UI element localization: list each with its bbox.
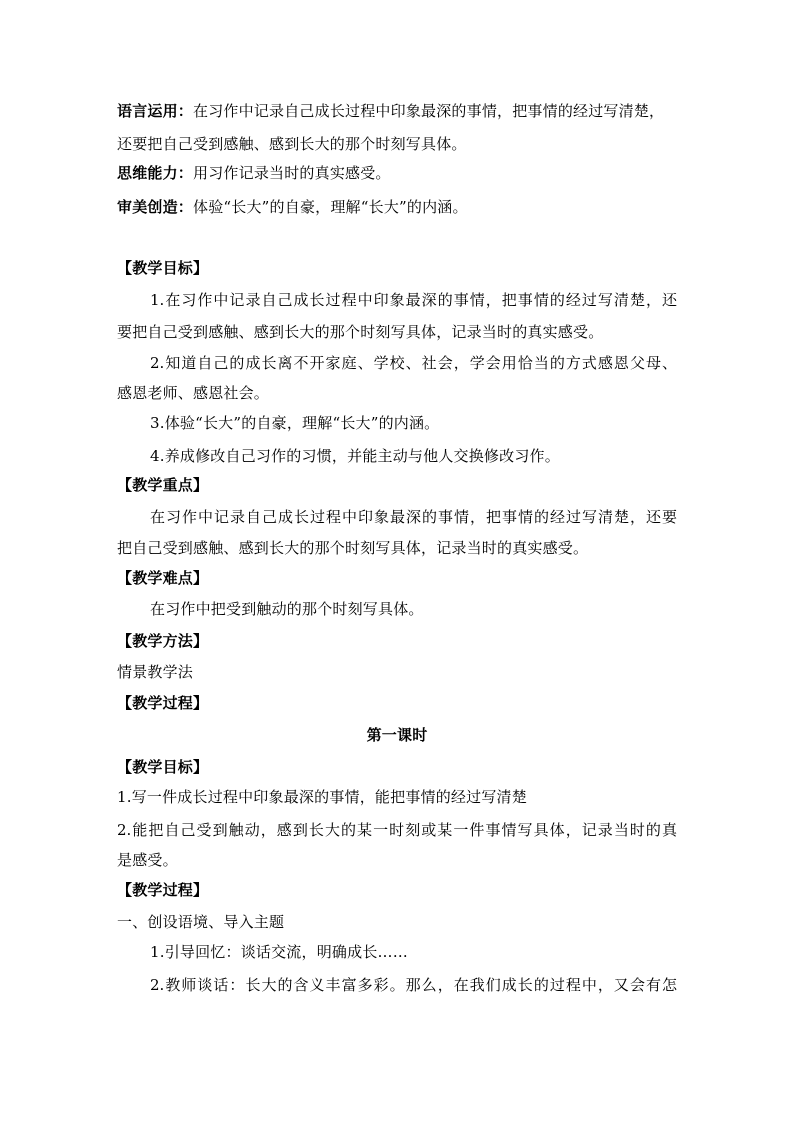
step-2: 2.教师谈话：长大的含义丰富多彩。那么，在我们成长的过程中，又会有怎	[150, 976, 677, 994]
key-points-line-2: 把自己受到感触、感到长大的那个时刻写具体，记录当时的真实感受。	[117, 539, 589, 557]
difficulty-text: 在习作中把受到触动的那个时刻写具体。	[150, 600, 424, 618]
language-use-continuation: 还要把自己受到感触、感到长大的那个时刻写具体。	[117, 135, 467, 153]
aesthetic-creation-text: 体验“长大”的自豪，理解“长大”的内涵。	[193, 198, 468, 216]
step-1: 1.引导回忆：谈话交流，明确成长……	[150, 943, 408, 961]
teaching-goals-heading: 【教学目标】	[117, 259, 209, 277]
thinking-ability-line	[117, 162, 391, 184]
lesson-goal-1: 1.写一件成长过程中印象最深的事情，能把事情的经过写清楚	[117, 788, 527, 806]
lesson-goal-2-line-1: 2.能把自己受到触动，感到长大的某一时刻或某一件事情写具体，记录当时的真	[117, 821, 677, 839]
goal-3: 3.体验“长大”的自豪，理解“长大”的内涵。	[150, 414, 440, 432]
language-use-text: 在习作中记录自己成长过程中印象最深的事情，把事情的经过写清楚，	[193, 102, 665, 120]
goal-1-line-2: 要把自己受到感触、感到长大的那个时刻写具体，记录当时的真实感受。	[117, 323, 604, 341]
method-text: 情景教学法	[117, 663, 194, 681]
goal-2-line-2: 感恩老师、感恩社会。	[117, 384, 270, 402]
goal-1-line-1: 1.在习作中记录自己成长过程中印象最深的事情，把事情的经过写清楚，还	[150, 291, 677, 309]
key-points-heading: 【教学重点】	[117, 476, 209, 494]
language-use-line	[117, 100, 664, 122]
thinking-ability-text: 用习作记录当时的真实感受。	[193, 164, 391, 182]
thinking-ability-label: 思维能力：	[117, 164, 194, 182]
lesson-title: 第一课时	[366, 726, 428, 744]
lesson-steps-heading: 【教学过程】	[117, 881, 209, 899]
difficulty-heading: 【教学难点】	[117, 569, 209, 587]
aesthetic-creation-line	[117, 196, 468, 218]
lesson-goals-heading: 【教学目标】	[117, 758, 209, 776]
goal-4: 4.养成修改自己习作的习惯，并能主动与他人交换修改习作。	[150, 447, 560, 465]
lesson-goal-2-line-2: 是感受。	[117, 851, 178, 869]
goal-2-line-1: 2.知道自己的成长离不开家庭、学校、社会，学会用恰当的方式感恩父母、	[150, 354, 677, 372]
aesthetic-creation-label: 审美创造：	[117, 198, 194, 216]
section-1-title: 一、创设语境、导入主题	[117, 913, 285, 931]
method-heading: 【教学方法】	[117, 632, 209, 650]
key-points-line-1: 在习作中记录自己成长过程中印象最深的事情，把事情的经过写清楚，还要	[150, 508, 677, 526]
language-use-label: 语言运用：	[117, 102, 194, 120]
process-heading: 【教学过程】	[117, 694, 209, 712]
